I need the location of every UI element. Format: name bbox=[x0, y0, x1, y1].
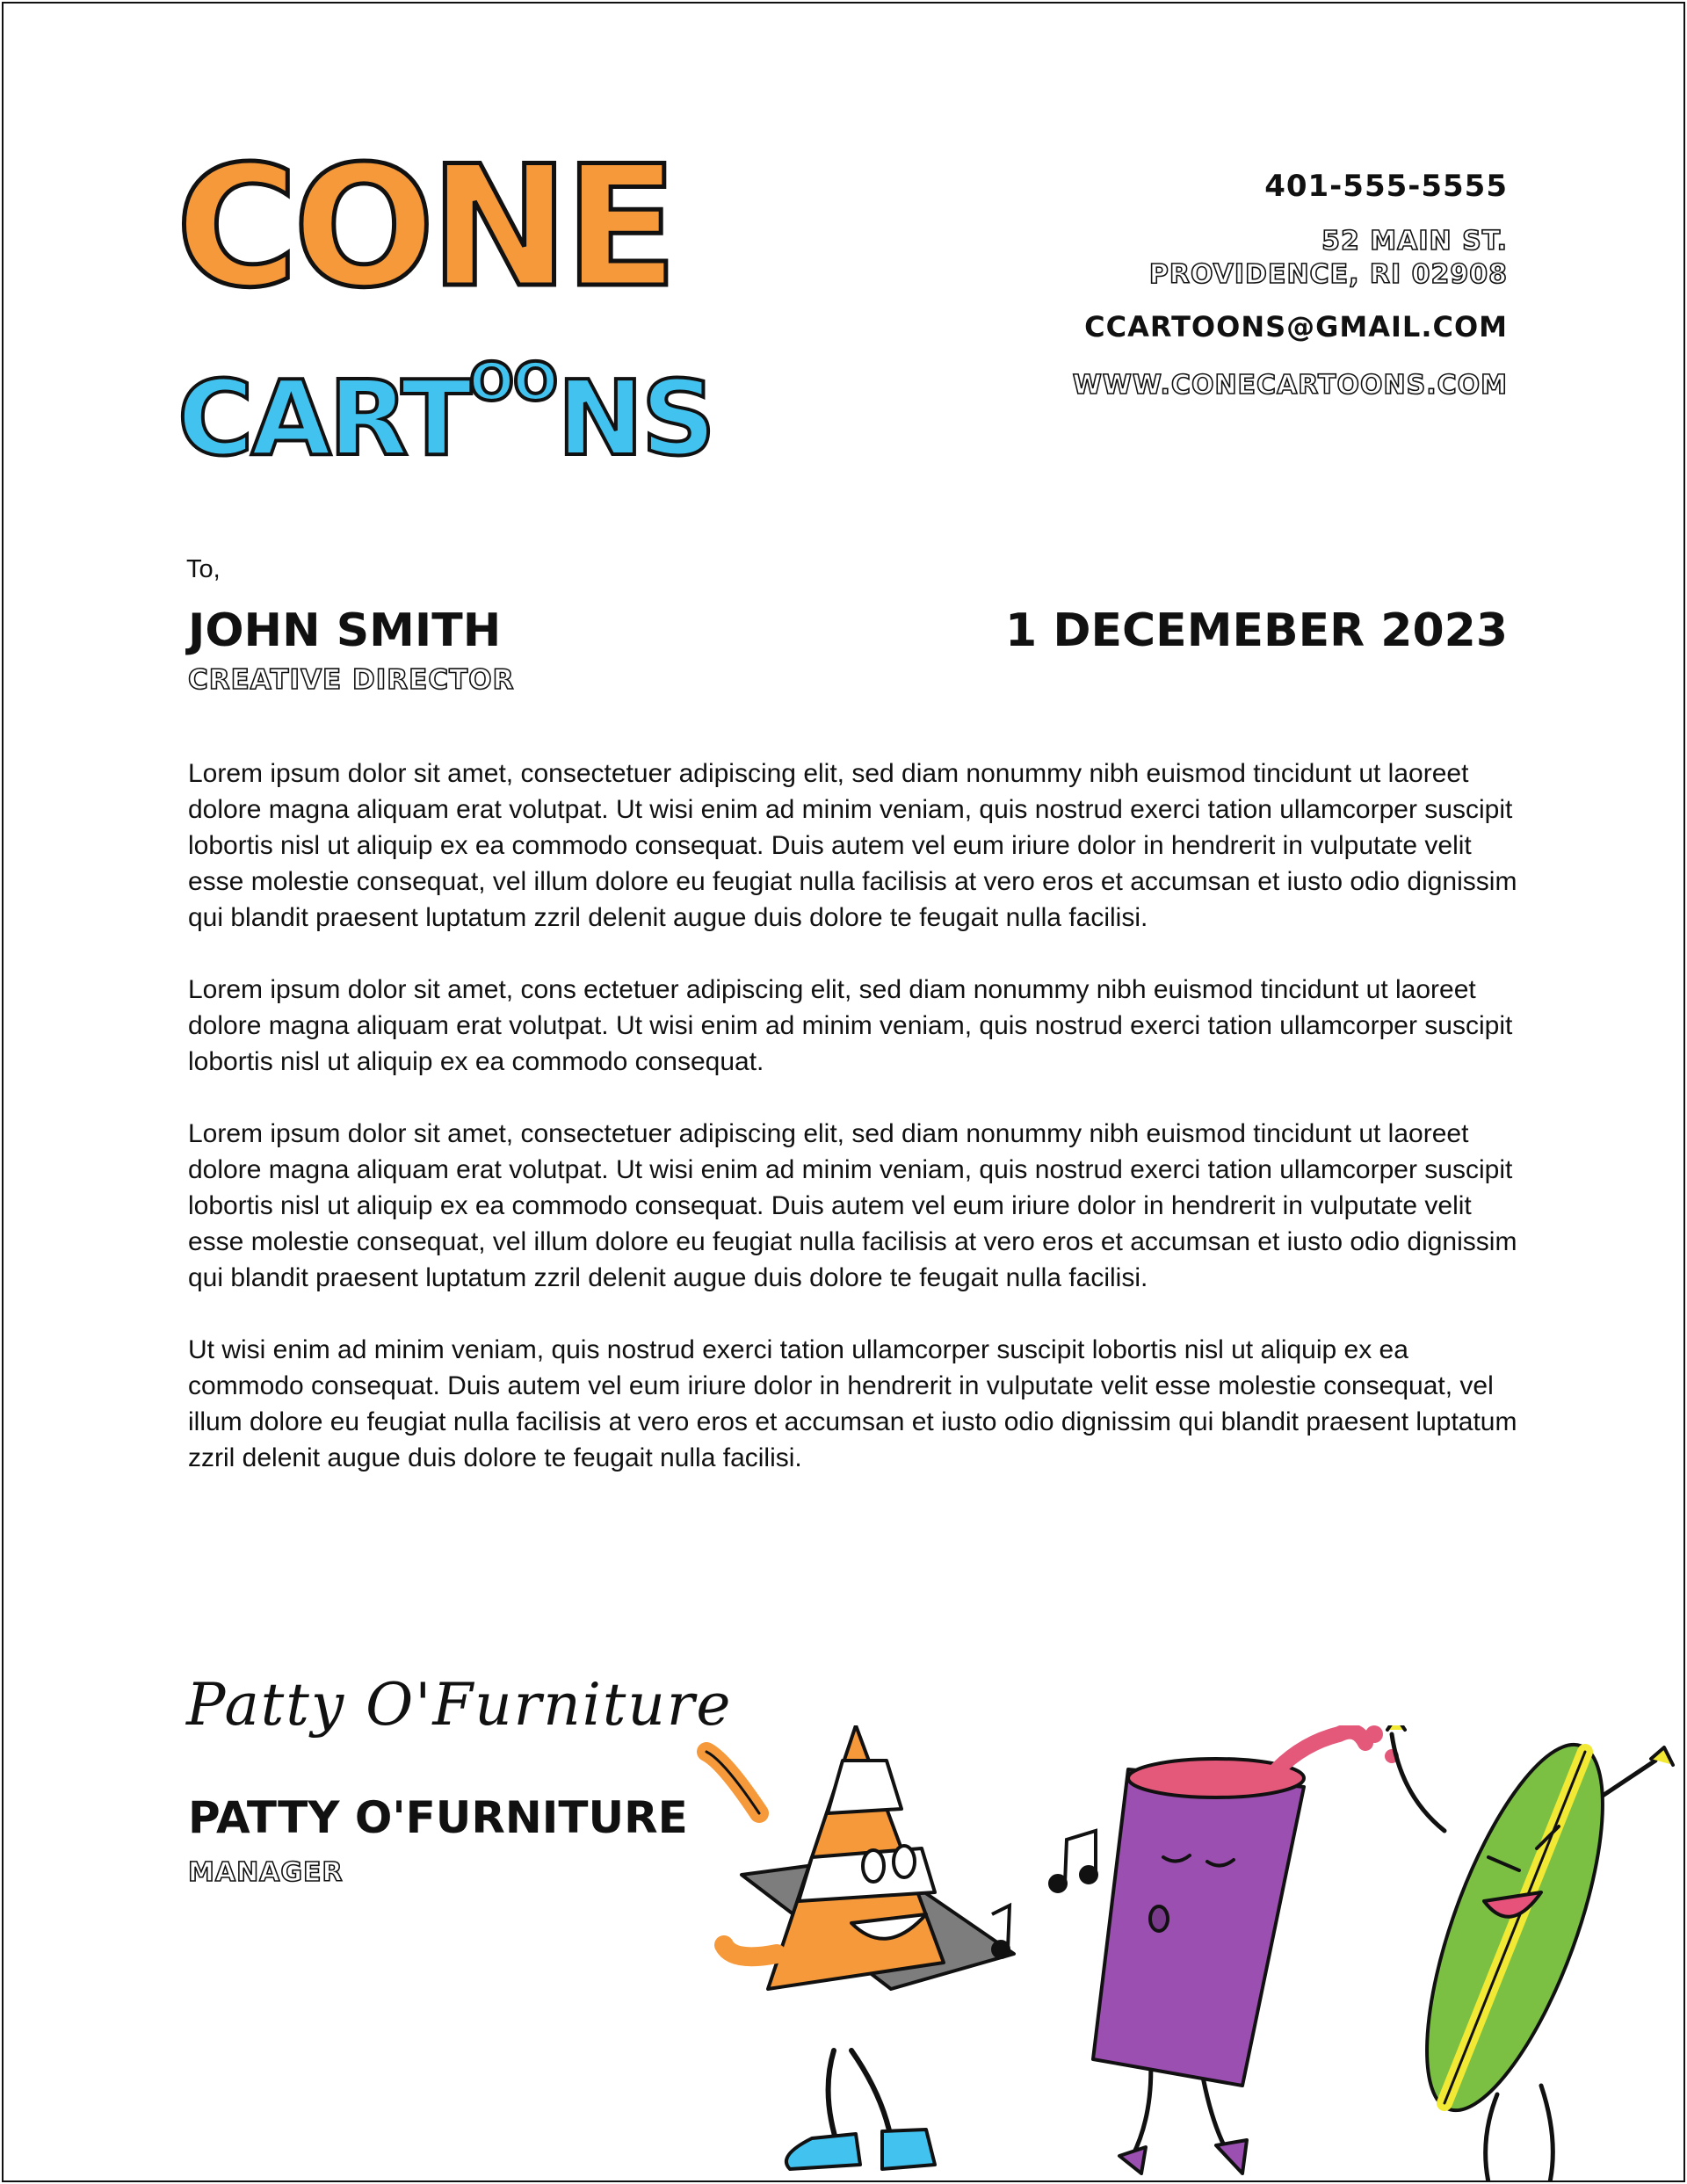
letterhead-page bbox=[2, 2, 1685, 2182]
address-line-1: 52 MAIN ST. bbox=[1321, 226, 1508, 257]
contact-block bbox=[1073, 169, 1508, 402]
signer-name: PATTY O'FURNITURE bbox=[188, 1792, 688, 1843]
salutation: To, bbox=[186, 555, 221, 583]
surfboard-character bbox=[1387, 1725, 1673, 2182]
logo-line-2 bbox=[177, 330, 713, 479]
body-paragraph: Lorem ipsum dolor sit amet, consectetuer adipiscing elit, sed diam nonummy nibh euismod tincidunt ut laoreet dolore magna aliquam erat volutpat. Ut wisi enim ad minim veniam, quis nostrud exerci tation ullamcorper suscipit lobortis nisl ut aliquip ex ea commodo consequat. Duis autem vel eum iriure dolor in hendrerit in vulputate velit esse molestie consequat, vel illum dolore eu feugiat nulla facilisis at vero eros et accumsan et iusto odio dignissim qui blandit praesent luptatum zzril delenit augue duis dolore te feugait nulla facilisi. bbox=[188, 1119, 1517, 1292]
logo-line-2c: NS bbox=[557, 358, 713, 479]
body-paragraph: Ut wisi enim ad minim veniam, quis nostrud exerci tation ullamcorper suscipit lobortis nisl ut aliquip ex ea commodo consequat. Duis autem vel eum iriure dolor in hendrerit in vulputate velit esse molestie consequat, vel illum dolore eu feugiat nulla facilisis at vero eros et accumsan et iusto odio dignissim qui blandit praesent luptatum zzril delenit augue duis dolore te feugait nulla facilisi. bbox=[188, 1335, 1517, 1472]
party-cup-character bbox=[1093, 1725, 1399, 2173]
phone-number: 401-555-5555 bbox=[1264, 169, 1508, 204]
body-paragraph: Lorem ipsum dolor sit amet, cons ectetuer adipiscing elit, sed diam nonummy nibh euismod tincidunt ut laoreet dolore magna aliquam erat volutpat. Ut wisi enim ad minim veniam, quis nostrud exerci tation ullamcorper suscipit lobortis nisl ut aliquip ex ea commodo consequat. bbox=[188, 975, 1513, 1076]
logo-line-1: CONE bbox=[176, 130, 673, 324]
letter-date: 1 DECEMEBER 2023 bbox=[1005, 604, 1508, 657]
recipient-name: JOHN SMITH bbox=[188, 604, 502, 657]
recipient-title: CREATIVE DIRECTOR bbox=[188, 664, 515, 696]
logo-line-2a: CART bbox=[177, 358, 469, 479]
cartoon-illustration bbox=[671, 1725, 1682, 2182]
music-notes bbox=[992, 1831, 1097, 1957]
logo-line-2b: OO bbox=[468, 351, 557, 413]
website: WWW.CONECARTOONS.COM bbox=[1072, 370, 1508, 401]
company-logo bbox=[176, 130, 713, 479]
letter-body bbox=[188, 756, 1524, 1512]
signer-title: MANAGER bbox=[188, 1857, 344, 1888]
handwritten-signature: Patty O'Furniture bbox=[186, 1671, 733, 1739]
body-paragraph: Lorem ipsum dolor sit amet, consectetuer adipiscing elit, sed diam nonummy nibh euismod tincidunt ut laoreet dolore magna aliquam erat volutpat. Ut wisi enim ad minim veniam, quis nostrud exerci tation ullamcorper suscipit lobortis nisl ut aliquip ex ea commodo consequat. Duis autem vel eum iriure dolor in hendrerit in vulputate velit esse molestie consequat, vel illum dolore eu feugiat nulla facilisis at vero eros et accumsan et iusto odio dignissim qui blandit praesent luptatum zzril delenit augue duis dolore te feugait nulla facilisi. bbox=[188, 759, 1517, 932]
email-address: CCARTOONS@GMAIL.COM bbox=[1084, 310, 1508, 344]
traffic-cone-character bbox=[706, 1725, 1014, 2169]
address-line-2: PROVIDENCE, RI 02908 bbox=[1148, 259, 1508, 290]
